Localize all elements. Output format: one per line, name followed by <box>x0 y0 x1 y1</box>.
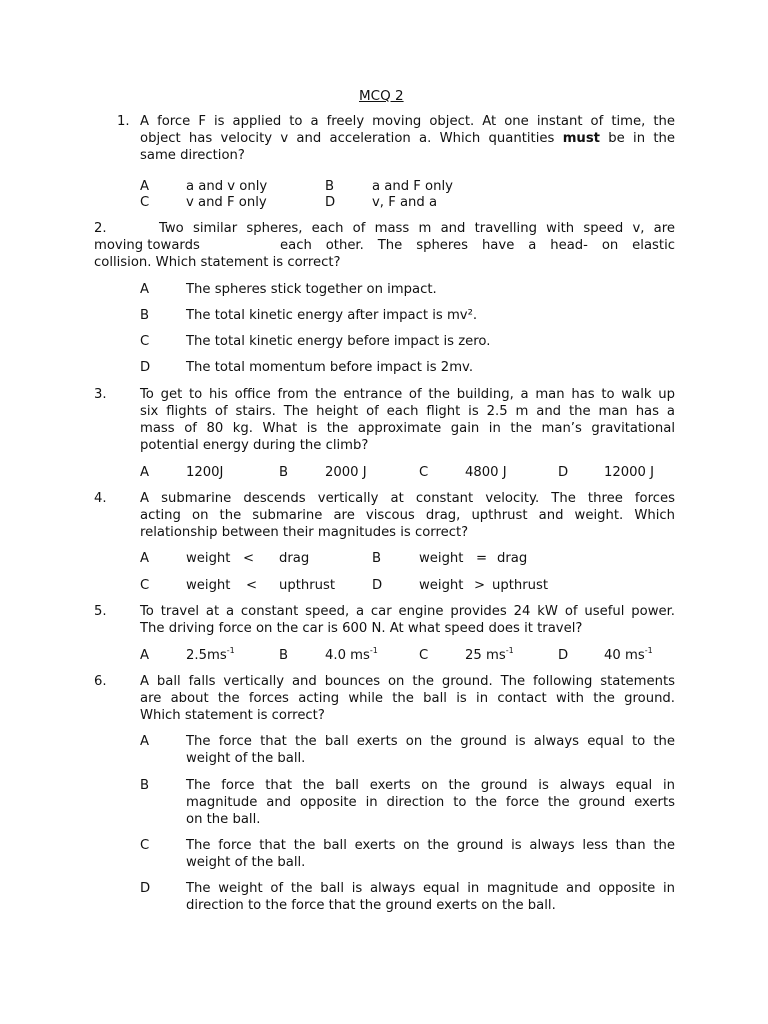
q4-line: relationship between their magnitudes is correct? <box>140 525 469 540</box>
q4-option-operator: > <box>474 578 486 593</box>
q1-line-1: A force F is applied to a freely moving object. At one instant of time, the <box>140 114 675 129</box>
q5-option-letter: A <box>140 648 150 663</box>
q5-option-letter: D <box>558 648 569 663</box>
q1-emphasis-must: must <box>562 131 600 146</box>
q6-option-letter: A <box>140 734 150 749</box>
q4-option-text: weight <box>186 551 231 566</box>
q2-option-text: The total momentum before impact is 2mv. <box>186 360 474 375</box>
q1-option-letter: C <box>140 195 150 210</box>
q2-option-text: The total kinetic energy after impact is mv². <box>186 308 478 323</box>
q5-unit-exponent: -1 <box>369 646 378 655</box>
q1-option-text: v and F only <box>186 195 267 210</box>
q4-option-text: upthrust <box>279 578 336 593</box>
page-title: MCQ 2 <box>359 88 404 104</box>
q4-option-letter: C <box>140 578 150 593</box>
q1-number: 1. <box>117 114 130 129</box>
q4-option-operator: = <box>476 551 488 566</box>
q5-option-text: 2.5ms <box>186 648 227 663</box>
q2-option-text: The total kinetic energy before impact is zero. <box>186 334 491 349</box>
q5-number: 5. <box>94 604 107 619</box>
q5-option-letter: B <box>279 648 289 663</box>
q5-line: To travel at a constant speed, a car engine provides 24 kW of useful power. <box>140 604 675 619</box>
q6-line: Which statement is correct? <box>140 708 325 723</box>
q2-option-letter: B <box>140 308 150 323</box>
q2-option-letter: C <box>140 334 150 349</box>
q5-option-letter: C <box>419 648 429 663</box>
q1-option-text: v, F and a <box>372 195 438 210</box>
q6-number: 6. <box>94 674 107 689</box>
q3-line: potential energy during the climb? <box>140 438 369 453</box>
q5-option-value <box>604 647 653 664</box>
q5-option-value <box>325 647 378 664</box>
q3-option-text: 1200J <box>186 465 224 480</box>
q2-line-3: collision. Which statement is correct? <box>94 255 341 270</box>
q5-unit-exponent: -1 <box>226 646 235 655</box>
q3-option-text: 12000 J <box>604 465 655 480</box>
q1-option-text: a and v only <box>186 179 268 194</box>
q6-option-letter: B <box>140 778 150 793</box>
q3-option-letter: C <box>419 465 429 480</box>
q4-option-text: upthrust <box>492 578 549 593</box>
q4-line: acting on the submarine are viscous drag, upthrust and weight. Which <box>140 508 675 523</box>
q6-option-line: magnitude and opposite in direction to the force the ground exerts <box>186 795 675 810</box>
q6-option-line: direction to the force that the ground exerts on the ball. <box>186 898 556 913</box>
q1-option-text: a and F only <box>372 179 453 194</box>
q4-option-text: weight <box>419 551 464 566</box>
q5-unit-exponent: -1 <box>644 646 653 655</box>
q1-line2-pre: object has velocity v and acceleration a. Which quantities <box>140 131 555 146</box>
q3-option-letter: A <box>140 465 150 480</box>
q3-option-letter: B <box>279 465 289 480</box>
q5-option-value <box>186 647 235 664</box>
q5-option-value <box>465 647 514 664</box>
q3-line: six flights of stairs. The height of each flight is 2.5 m and the man has a <box>140 404 675 419</box>
q2-line-2b: each other. The spheres have a head- on elastic <box>280 238 675 253</box>
q1-option-letter: A <box>140 179 150 194</box>
q4-option-letter: A <box>140 551 150 566</box>
q3-number: 3. <box>94 387 107 402</box>
q3-option-text: 2000 J <box>325 465 367 480</box>
q4-option-text: drag <box>497 551 528 566</box>
q1-line-2 <box>140 130 675 147</box>
q5-option-text: 4.0 ms <box>325 648 370 663</box>
q6-option-line: The force that the ball exerts on the ground is always less than the <box>186 838 675 853</box>
q6-option-letter: C <box>140 838 150 853</box>
q6-option-line: The force that the ball exerts on the ground is always equal to the <box>186 734 675 749</box>
q4-line: A submarine descends vertically at constant velocity. The three forces <box>140 491 675 506</box>
q4-option-letter: D <box>372 578 383 593</box>
q6-line: A ball falls vertically and bounces on the ground. The following statements <box>140 674 675 689</box>
q4-option-operator: < <box>243 551 255 566</box>
q5-option-text: 25 ms <box>465 648 506 663</box>
q5-line: The driving force on the car is 600 N. At what speed does it travel? <box>140 621 583 636</box>
q2-option-letter: A <box>140 282 150 297</box>
q2-option-text: The spheres stick together on impact. <box>186 282 437 297</box>
q4-option-text: weight <box>186 578 231 593</box>
q3-option-text: 4800 J <box>465 465 507 480</box>
q6-option-line: weight of the ball. <box>186 751 306 766</box>
q1-option-letter: D <box>325 195 336 210</box>
q4-option-text: drag <box>279 551 310 566</box>
q3-line: To get to his office from the entrance of the building, a man has to walk up <box>140 387 675 402</box>
q3-line: mass of 80 kg. What is the approximate gain in the man’s gravitational <box>140 421 675 436</box>
q1-option-letter: B <box>325 179 335 194</box>
q6-option-line: The weight of the ball is always equal in magnitude and opposite in <box>186 881 675 896</box>
q1-line-3: same direction? <box>140 148 245 163</box>
q4-option-letter: B <box>372 551 382 566</box>
q6-option-line: on the ball. <box>186 812 261 827</box>
q2-line-1: Two similar spheres, each of mass m and travelling with speed v, are <box>159 221 675 236</box>
q4-option-text: weight <box>419 578 464 593</box>
q5-option-text: 40 ms <box>604 648 645 663</box>
q2-line-2a: moving towards <box>94 238 200 253</box>
q4-option-operator: < <box>246 578 258 593</box>
q2-option-letter: D <box>140 360 151 375</box>
q3-option-letter: D <box>558 465 569 480</box>
q6-option-line: The force that the ball exerts on the ground is always equal in <box>186 778 675 793</box>
q5-unit-exponent: -1 <box>505 646 514 655</box>
q6-option-letter: D <box>140 881 151 896</box>
q2-number: 2. <box>94 221 107 236</box>
q1-line2-post: be in the <box>608 131 675 146</box>
q6-option-line: weight of the ball. <box>186 855 306 870</box>
q6-line: are about the forces acting while the ball is in contact with the ground. <box>140 691 675 706</box>
q4-number: 4. <box>94 491 107 506</box>
